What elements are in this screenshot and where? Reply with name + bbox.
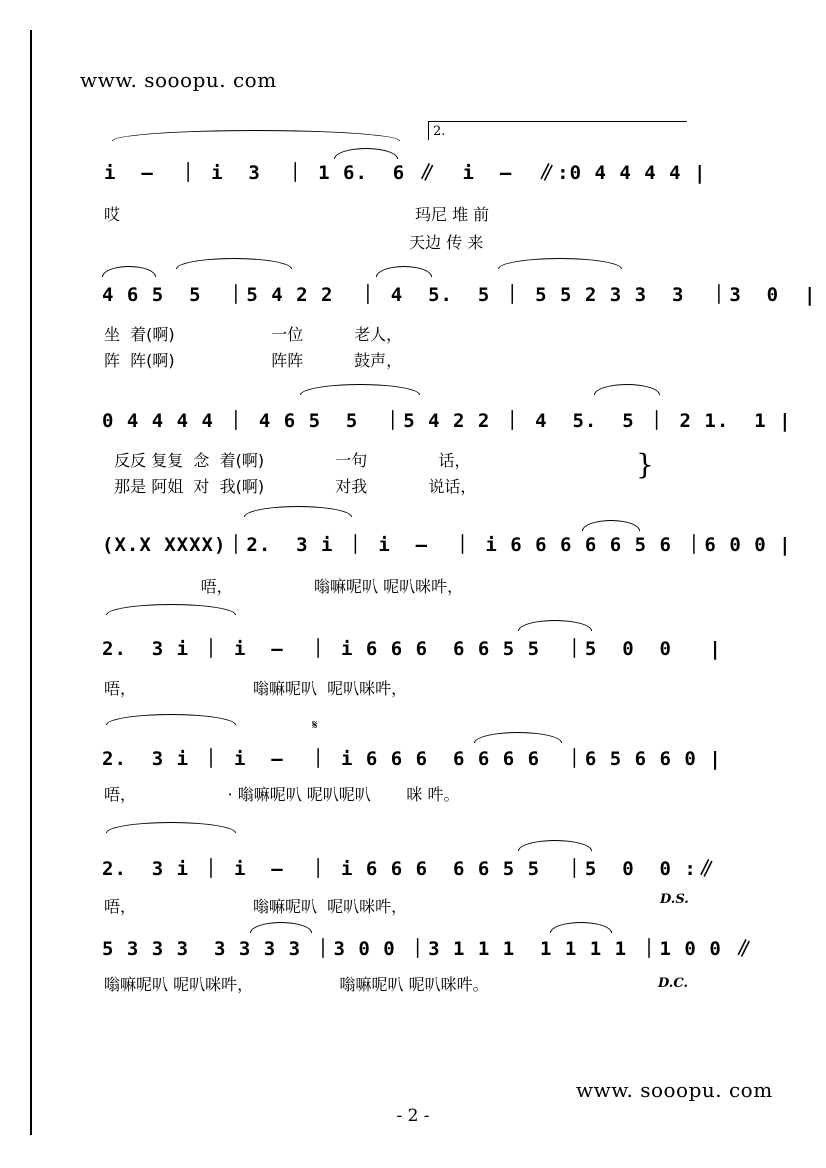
tie [176,258,292,269]
lyric-line-4: 唔， 嗡嘛呢叭 呢叭咪吽， [104,577,464,596]
tie [474,732,562,743]
lyric-line-2b: 阵 阵(啊) 阵阵 鼓声， [104,351,403,370]
tie [594,384,660,395]
site-footer-text: www. sooopu. com [576,1078,773,1102]
phrase-slur [106,822,236,833]
lyric-line-3a: 反反 复复 念 着(啊) 一句 话， [104,451,471,470]
lyric-line-8: 嗡嘛呢叭 呢叭咪吽， 嗡嘛呢叭 呢叭咪吽。 [104,975,489,994]
lyric-line-2a: 坐 着(啊) 一位 老人， [104,325,403,344]
tie [550,922,612,933]
tie [518,620,592,631]
tie [518,840,592,851]
notation-line-4: (X.X XXXX)｜2. 3 i ｜ i – ｜ i 6 6 6 6 6 5 6 ｜6 0 0 | [102,534,792,556]
lyric-line-5: 唔， 嗡嘛呢叭 呢叭咪吽， [104,679,408,698]
tie [498,258,622,269]
tie [250,922,312,933]
lyric-brace: } [636,448,654,481]
page-number: - 2 - [396,1106,430,1126]
phrase-slur [106,604,236,615]
notation-line-3: 0 4 4 4 4 ｜ 4 6 5 5 ｜5 4 2 2 ｜ 4 5. 5 ｜ 2 1. 1 | [102,410,792,432]
segno-sign: 𝄋 [312,718,318,733]
phrase-slur [244,506,352,517]
lyric-line-1a: 哎 玛尼 堆 前 [104,205,490,224]
phrase-slur [112,130,400,141]
left-margin-line [30,30,32,1135]
notation-line-5: 2. 3 i ｜ i – ｜ i 6 6 6 6 6 5 5 ｜5 0 0 | [102,638,722,660]
notation-line-8: 5 3 3 3 3 3 3 3 ｜3 0 0 ｜3 1 1 1 1 1 1 1 ｜1 0 0 ∥ [102,938,755,960]
notation-line-6: 2. 3 i ｜ i – ｜ i 6 6 6 6 6 6 6 ｜6 5 6 6 0 | [102,748,722,770]
lyric-line-1b: 天边 传 来 [104,233,484,252]
phrase-slur [106,714,236,725]
lyric-line-3b: 那是 阿姐 对 我(啊) 对我 说话， [104,477,477,496]
second-ending-bracket [428,121,687,140]
dal-segno-mark: D.S. [660,892,689,907]
notation-line-7: 2. 3 i ｜ i – ｜ i 6 6 6 6 6 5 5 ｜5 0 0 :∥ [102,858,717,880]
tie [102,266,156,277]
lyric-line-6: 唔， · 嗡嘛呢叭 呢叭呢叭 咪 吽。 [104,785,460,804]
notation-line-2: 4 6 5 5 ｜5 4 2 2 ｜ 4 5. 5 ｜ 5 5 2 3 3 3 ｜3 0 | [102,284,817,306]
da-capo-mark: D.C. [658,976,688,991]
tie [376,266,432,277]
volta-label: 2. [433,124,446,139]
notation-line-1: i – ｜ i 3 ｜ 1 6. 6 ∥ i – ∥:0 4 4 4 4 | [104,162,707,184]
lyric-line-7: 唔， 嗡嘛呢叭 呢叭咪吽， [104,897,408,916]
tie [300,384,420,395]
site-header-text: www. sooopu. com [80,68,277,92]
